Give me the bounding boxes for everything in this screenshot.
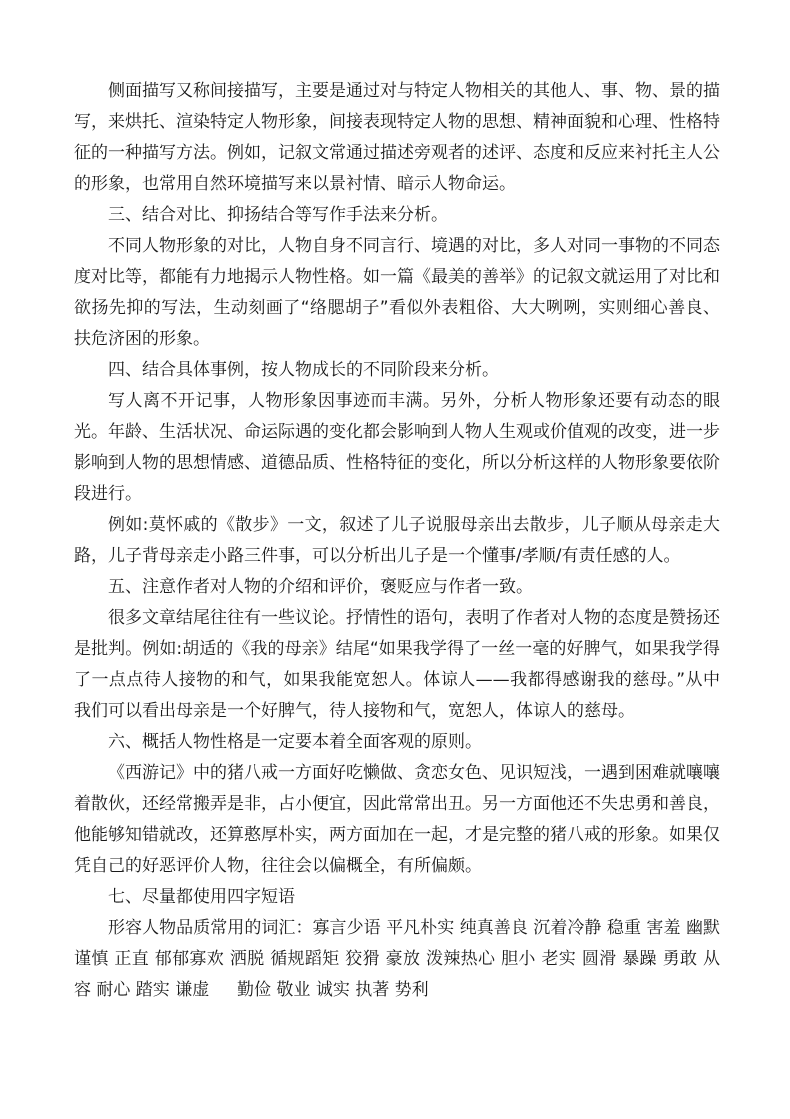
section-heading-7: 七、尽量都使用四字短语 <box>108 887 295 907</box>
section-heading-6: 六、概括人物性格是一定要本着全面客观的原则。 <box>108 732 482 752</box>
document-body <box>74 76 720 1006</box>
paragraph-vocabulary: 形容人物品质常用的词汇：寡言少语 平凡朴实 纯真善良 沉着冷静 稳重 害羞 幽默 谨慎 正直 郁郁寡欢 洒脱 循规蹈矩 狡猾 豪放 泼辣热心 胆小 老实 圆滑 暴躁 勇敢 从容 耐心 踏实 谦虚 勤俭 敬业 诚实 执著 势利 <box>74 918 720 1000</box>
paragraph-journey-west: 《西游记》中的猪八戒一方面好吃懒做、贪恋女色、见识短浅，一遇到困难就嚷嚷着散伙，还经常搬弄是非，占小便宜，因此常常出丑。另一方面他还不失忠勇和善良，他能够知错就改，还算憨厚朴实，两方面加在一起，才是完整的猪八戒的形象。如果仅凭自己的好恶评价人物，往往会以偏概全，有所偏颇。 <box>74 763 720 876</box>
section-heading-4: 四、结合具体事例，按人物成长的不同阶段来分析。 <box>108 360 499 380</box>
section-heading-5: 五、注意作者对人物的介绍和评价，褒贬应与作者一致。 <box>108 577 533 597</box>
paragraph-author-evaluation: 很多文章结尾往往有一些议论。抒情性的语句，表明了作者对人物的态度是赞扬还是批判。例如:胡适的《我的母亲》结尾“如果我学得了一丝一毫的好脾气，如果我学得了一点点待人接物的和气，如果我能宽恕人。体谅人——我都得感谢我的慈母。”从中我们可以看出母亲是一个好脾气，待人接物和气，宽恕人，体谅人的慈母。 <box>74 608 720 721</box>
paragraph-contrast: 不同人物形象的对比，人物自身不同言行、境遇的对比，多人对同一事物的不同态度对比等，都能有力地揭示人物性格。如一篇《最美的善举》的记叙文就运用了对比和欲扬先抑的写法，生动刻画了“络腮胡子”看似外表粗俗、大大咧咧，实则细心善良、扶危济困的形象。 <box>74 236 720 349</box>
section-heading-3: 三、结合对比、抑扬结合等写作手法来分析。 <box>108 205 448 225</box>
paragraph-growth-stages: 写人离不开记事，人物形象因事迹而丰满。另外，分析人物形象还要有动态的眼光。年龄、生活状况、命运际遇的变化都会影响到人物人生观或价值观的改变，进一步影响到人物的思想情感、道德品质、性格特征的变化，所以分析这样的人物形象要依阶段进行。 <box>74 391 720 504</box>
paragraph-side-description: 侧面描写又称间接描写，主要是通过对与特定人物相关的其他人、事、物、景的描写，来烘托、渲染特定人物形象，间接表现特定人物的思想、精神面貌和心理、性格特征的一种描写方法。例如，记叙文常通过描述旁观者的述评、态度和反应来衬托主人公的形象，也常用自然环境描写来以景衬情、暗示人物命运。 <box>74 81 720 194</box>
paragraph-example-walk: 例如:莫怀戚的《散步》一文，叙述了儿子说服母亲出去散步，儿子顺从母亲走大路，儿子背母亲走小路三件事，可以分析出儿子是一个懂事/孝顺/有责任感的人。 <box>74 515 720 566</box>
